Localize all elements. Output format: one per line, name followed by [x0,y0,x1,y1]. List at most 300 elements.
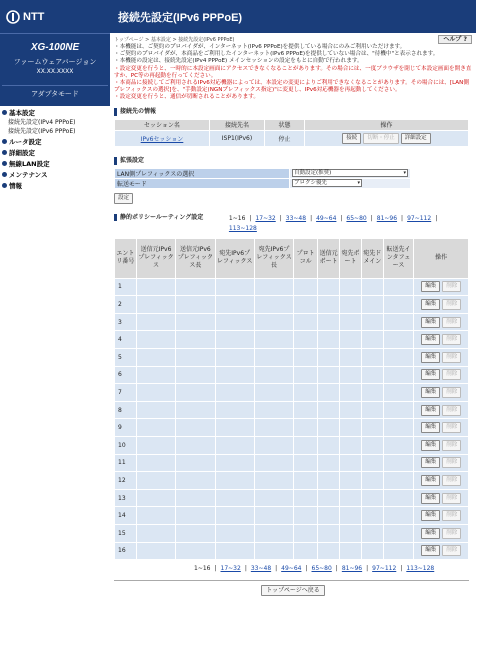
empty-cell [176,331,215,349]
ops-cell [414,366,469,384]
empty-cell [136,384,175,402]
delete-button[interactable]: 削除 [442,528,461,539]
table-row [115,419,469,437]
empty-cell [254,472,293,490]
delete-button[interactable]: 削除 [442,493,461,504]
empty-cell [215,401,254,419]
routing-header-cell: 操作 [414,238,469,278]
routing-header-cell: 宛先ドメイン [361,238,383,278]
page-link[interactable]: 81~96 [376,214,398,222]
session-link[interactable]: IPv6セッション [140,135,184,143]
empty-cell [176,472,215,490]
empty-cell [215,542,254,560]
empty-cell [383,436,414,454]
empty-cell [361,436,383,454]
empty-cell [383,313,414,331]
chevron-down-icon: ▾ [357,180,360,187]
empty-cell [340,489,362,507]
delete-button[interactable]: 削除 [442,457,461,468]
pager-sep: | [401,214,404,222]
empty-cell [340,366,362,384]
ops-cell [414,349,469,367]
routing-header-cell: 送信元IPv6プレフィックス [136,238,175,278]
forward-mode-value: ブロクシ優先 [294,180,328,187]
empty-cell [254,278,293,296]
empty-cell [215,366,254,384]
page-title-bar [110,0,476,33]
empty-cell [254,542,293,560]
pager-sep: | [244,565,247,573]
model-box [0,33,110,106]
ops-cell [414,436,469,454]
page-link[interactable]: 65~80 [311,565,332,573]
ntt-logo [6,10,44,24]
table-row [115,384,469,402]
empty-cell [254,384,293,402]
edit-button[interactable]: 編集 [421,299,440,310]
empty-cell [294,454,318,472]
page-link[interactable]: 33~48 [285,214,307,222]
edit-button[interactable]: 編集 [421,528,440,539]
empty-cell [176,366,215,384]
nav-item[interactable] [0,169,110,180]
delete-button[interactable]: 削除 [442,352,461,363]
empty-cell [136,436,175,454]
empty-cell [136,349,175,367]
page-link: 1~16 [228,214,246,222]
entry-number: 4 [115,331,137,349]
nav-bullet-icon [2,183,7,188]
page-title: 接続先設定(IPv6 PPPoE) [118,11,243,24]
nav-item-label: 基本設定 [9,109,35,117]
empty-cell [361,313,383,331]
page-link[interactable]: 33~48 [250,565,272,573]
empty-cell [318,401,340,419]
forward-mode-select[interactable] [292,179,362,187]
conn-header-status: 状態 [265,119,305,130]
delete-button[interactable]: 削除 [442,510,461,521]
empty-cell [383,454,414,472]
entry-number: 1 [115,278,137,296]
nav-item[interactable] [0,180,110,191]
empty-cell [318,278,340,296]
empty-cell [340,542,362,560]
nav-item[interactable] [0,147,110,158]
empty-cell [294,507,318,525]
empty-cell [361,278,383,296]
delete-button[interactable]: 削除 [442,422,461,433]
delete-button[interactable]: 削除 [442,317,461,328]
empty-cell [318,384,340,402]
firmware-label: ファームウェアバージョン [13,58,97,66]
empty-cell [254,524,293,542]
table-row [115,296,469,314]
nav-subitem[interactable]: 接続先設定(IPv4 PPPoE) [8,119,76,126]
back-to-top-button[interactable]: トップページへ戻る [261,585,325,596]
empty-cell [136,542,175,560]
ops-cell [414,296,469,314]
empty-cell [340,454,362,472]
empty-cell [318,296,340,314]
pager-sep: | [214,565,217,573]
empty-cell [340,296,362,314]
empty-cell [340,331,362,349]
empty-cell [176,436,215,454]
empty-cell [215,436,254,454]
pager-sep: | [275,565,278,573]
empty-cell [215,507,254,525]
pager-sep: | [435,214,438,222]
table-row [115,454,469,472]
empty-cell [318,454,340,472]
note-line: ・設定変更を行うと、通信が切断されることがあります。 [114,94,259,101]
empty-cell [254,401,293,419]
entry-number: 3 [115,313,137,331]
page-link[interactable]: 113~128 [228,224,257,232]
routing-header-cell: プロトコル [294,238,318,278]
page-link[interactable]: 81~96 [341,565,363,573]
empty-cell [340,419,362,437]
ntt-logo-text: NTT [23,10,45,23]
nav-item-label: ルータ設定 [9,138,42,146]
pager-sep: | [400,565,403,573]
help-button[interactable]: ヘルプ ? [438,35,472,44]
entry-number: 2 [115,296,137,314]
prefix-cell [290,168,411,178]
table-row [115,278,469,296]
connection-table [114,119,469,147]
delete-button[interactable]: 削除 [442,545,461,556]
empty-cell [136,366,175,384]
nav-subitem[interactable]: 接続先設定(IPv6 PPPoE) [8,128,76,135]
empty-cell [254,366,293,384]
crumb-row [110,34,476,44]
empty-cell [215,524,254,542]
empty-cell [215,419,254,437]
empty-cell [361,507,383,525]
edit-button[interactable]: 編集 [421,510,440,521]
empty-cell [136,278,175,296]
empty-cell [176,507,215,525]
nav-bullet-icon [2,139,7,144]
edit-button[interactable]: 編集 [421,369,440,380]
empty-cell [318,366,340,384]
delete-button[interactable]: 削除 [442,334,461,345]
routing-table [114,238,469,561]
empty-cell [254,313,293,331]
empty-cell [383,419,414,437]
pager-sep: | [335,565,338,573]
prefix-label: LAN側プレフィックスの選択 [115,168,290,178]
empty-cell [136,401,175,419]
empty-cell [215,454,254,472]
conn-header-dest: 接続先名 [210,119,265,130]
empty-cell [383,472,414,490]
empty-cell [136,454,175,472]
empty-cell [340,401,362,419]
page-link[interactable]: 113~128 [406,565,435,573]
empty-cell [176,419,215,437]
page-link: 1~16 [194,565,211,573]
empty-cell [383,331,414,349]
empty-cell [136,419,175,437]
ntt-logo-icon [6,10,20,24]
delete-button[interactable]: 削除 [442,440,461,451]
pager-sep: | [310,214,313,222]
routing-header [114,214,469,234]
empty-cell [318,419,340,437]
empty-cell [361,489,383,507]
prefix-select[interactable] [292,169,408,177]
note-line: ・本商品に接続してご利用されるIPv6対応機器によっては、本設定の変更によりご利用できなくなることがあります。その場合には、[LAN側プレフィックスの選択]を、"手動設定(NGNプレフィックス指定)"に変更し、IPv6対応機器を再起動してください。 [114,80,469,94]
empty-cell [215,313,254,331]
empty-cell [318,313,340,331]
empty-cell [136,331,175,349]
empty-cell [176,454,215,472]
page-link[interactable]: 17~32 [255,214,276,222]
divider [114,580,469,581]
empty-cell [215,349,254,367]
empty-cell [215,384,254,402]
note-line: ・本機能は、ご契約のプロバイダが、インターネット(IPv6 PPPoE)を提供している場合にのみご利用いただけます。 [114,44,406,50]
empty-cell [215,296,254,314]
page-link[interactable]: 65~80 [346,214,367,222]
note-line: ・設定変更を行うと、一時的に本設定画面にアクセスできなくなることがあります。その場合には、一度ブラウザを閉じて本設定画面を開き直すか、PC等の再起動を行ってください。 [114,65,472,79]
empty-cell [136,489,175,507]
notes [110,44,476,102]
ops-cell [414,419,469,437]
empty-cell [294,419,318,437]
forward-mode-cell [290,178,411,188]
ops-cell [414,401,469,419]
ops-cell [414,542,469,560]
page-link[interactable]: 97~112 [407,214,432,222]
empty-cell [340,472,362,490]
delete-button[interactable]: 削除 [442,369,461,380]
nav-item-label: 情報 [9,182,22,190]
empty-cell [318,331,340,349]
ops-cell [414,524,469,542]
empty-cell [136,472,175,490]
page-link[interactable]: 97~112 [372,565,397,573]
conn-cell-session [115,130,210,146]
settings-row-forward [115,178,411,188]
empty-cell [215,278,254,296]
empty-cell [294,401,318,419]
empty-cell [136,524,175,542]
delete-button[interactable]: 削除 [442,475,461,486]
conn-cell-ops [305,130,469,146]
empty-cell [215,489,254,507]
page-link[interactable]: 49~64 [316,214,337,222]
entry-number: 15 [115,524,137,542]
empty-cell [176,278,215,296]
conn-section-title: 接続先の情報 [114,108,476,116]
empty-cell [361,542,383,560]
empty-cell [294,278,318,296]
empty-cell [294,436,318,454]
delete-button[interactable]: 削除 [442,281,461,292]
ops-cell [414,472,469,490]
table-row [115,507,469,525]
logo-area [0,0,110,33]
model-name: XG-100NE [30,42,80,53]
pager-top [229,214,469,234]
breadcrumb: トップページ > 基本設定 > 接続先設定(IPv6 PPPoE) [114,36,235,43]
ops-cell [414,454,469,472]
empty-cell [136,313,175,331]
empty-cell [254,419,293,437]
ops-cell [414,489,469,507]
edit-button[interactable]: 編集 [421,422,440,433]
empty-cell [361,349,383,367]
empty-cell [383,542,414,560]
entry-number: 7 [115,384,137,402]
edit-button[interactable]: 編集 [421,493,440,504]
empty-cell [294,313,318,331]
empty-cell [176,296,215,314]
set-button[interactable]: 設定 [114,193,133,204]
empty-cell [340,524,362,542]
empty-cell [383,384,414,402]
table-row [115,472,469,490]
empty-cell [254,507,293,525]
page-link[interactable]: 49~64 [281,565,302,573]
empty-cell [176,384,215,402]
edit-button[interactable]: 編集 [421,387,440,398]
connect-button[interactable]: 接続 [342,133,361,144]
nav-item-label: 詳細設定 [9,149,35,157]
empty-cell [340,384,362,402]
edit-button[interactable]: 編集 [421,457,440,468]
routing-header-cell: 送信元ポート [318,238,340,278]
pager-sep: | [249,214,252,222]
ops-cell [414,331,469,349]
conn-header-session: セッション名 [115,119,210,130]
entry-number: 10 [115,436,137,454]
empty-cell [340,278,362,296]
table-row [115,542,469,560]
empty-cell [294,296,318,314]
ops-cell [414,384,469,402]
edit-button[interactable]: 編集 [421,440,440,451]
empty-cell [383,366,414,384]
nav-bullet-icon [2,172,7,177]
ops-cell [414,313,469,331]
empty-cell [361,524,383,542]
empty-cell [176,542,215,560]
empty-cell [340,313,362,331]
entry-number: 9 [115,419,137,437]
empty-cell [254,436,293,454]
page-link[interactable]: 17~32 [220,565,241,573]
table-row [115,313,469,331]
note-line: ・本機能の設定は、接続先設定(IPv4 PPPoE) メインセッションの設定をもとに自動で行われます。 [114,58,363,65]
routing-header-cell: 宛先IPv6プレフィックス [215,238,254,278]
entry-number: 16 [115,542,137,560]
nav-item[interactable] [0,107,110,118]
empty-cell [318,489,340,507]
empty-cell [361,366,383,384]
empty-cell [294,524,318,542]
nav-bullet-icon [2,161,7,166]
edit-button[interactable]: 編集 [421,281,440,292]
nav-item[interactable] [0,136,110,147]
empty-cell [176,349,215,367]
empty-cell [361,419,383,437]
empty-cell [318,524,340,542]
empty-cell [318,472,340,490]
edit-button[interactable]: 編集 [421,317,440,328]
edit-button[interactable]: 編集 [421,334,440,345]
table-row [115,366,469,384]
delete-button[interactable]: 削除 [442,405,461,416]
nav-item-label: 無線LAN設定 [9,160,50,168]
empty-cell [361,331,383,349]
entry-number: 13 [115,489,137,507]
empty-cell [340,436,362,454]
empty-cell [294,542,318,560]
prefix-select-value: 自動設定(推奨) [294,170,332,177]
entry-number: 12 [115,472,137,490]
pager-bottom [194,564,476,574]
nav-item[interactable] [0,158,110,169]
empty-cell [383,296,414,314]
empty-cell [318,436,340,454]
pager-sep: | [340,214,343,222]
edit-button[interactable]: 編集 [421,352,440,363]
delete-button[interactable]: 削除 [442,387,461,398]
pager-sep: | [305,565,308,573]
empty-cell [254,296,293,314]
main-content [110,0,476,666]
edit-button[interactable]: 編集 [421,545,440,556]
conn-cell-dest: ISP1(IPv6) [210,130,265,146]
nav-bullet-icon [2,110,7,115]
routing-header-row [115,238,469,278]
table-row [115,401,469,419]
empty-cell [294,366,318,384]
empty-cell [383,349,414,367]
table-row [115,349,469,367]
entry-number: 5 [115,349,137,367]
edit-button[interactable]: 編集 [421,405,440,416]
empty-cell [254,454,293,472]
delete-button[interactable]: 削除 [442,299,461,310]
empty-cell [176,489,215,507]
routing-header-cell: 送信元IPv6プレフィックス長 [176,238,215,278]
settings-section-title: 拡張設定 [114,157,476,165]
set-button-wrap [114,193,476,204]
conn-cell-status: 停止 [265,130,305,146]
pager-sep: | [366,565,369,573]
empty-cell [361,384,383,402]
nav-menu [0,106,110,191]
empty-cell [136,296,175,314]
routing-header-cell: 転送先インタフェース [383,238,414,278]
disconnect-button[interactable]: 切断・停止 [363,133,399,144]
empty-cell [136,507,175,525]
empty-cell [383,278,414,296]
empty-cell [294,331,318,349]
empty-cell [176,313,215,331]
detail-settings-button[interactable]: 詳細設定 [401,133,431,144]
mode-label: アダプタモード [2,85,108,99]
empty-cell [361,472,383,490]
empty-cell [383,524,414,542]
edit-button[interactable]: 編集 [421,475,440,486]
empty-cell [215,472,254,490]
